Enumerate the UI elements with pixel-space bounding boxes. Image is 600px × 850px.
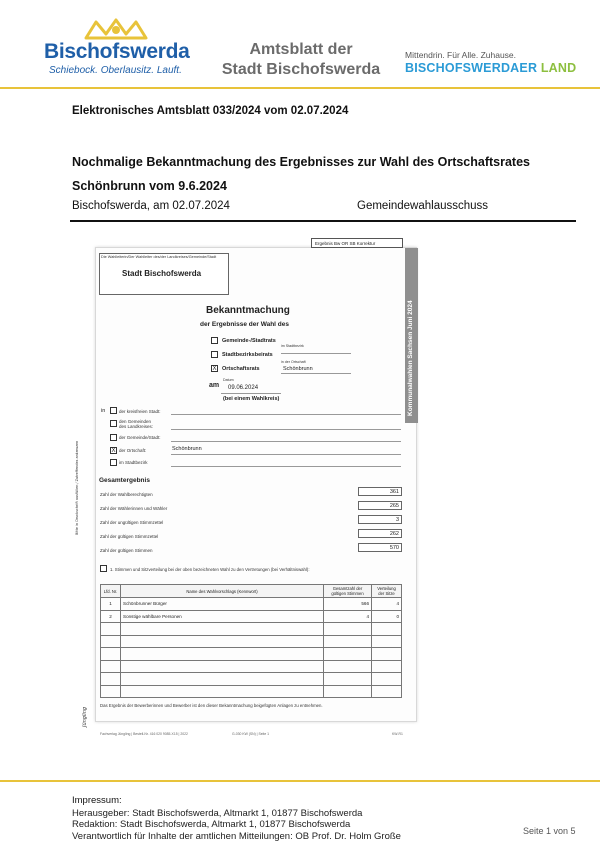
stat-value-5: 570 (358, 543, 402, 552)
place-date: Bischofswerda, am 02.07.2024 (72, 200, 230, 212)
stat-value-4: 262 (358, 529, 402, 538)
impressum (72, 795, 401, 842)
authority-label: Die Wahlleiterin/Der Wahlleiter des/der Landkreises/Gemeinde/Stadt (101, 255, 217, 259)
bischofswerdaer-land-logo (405, 50, 585, 75)
form-publisher-mark: Jüngling (82, 706, 88, 727)
r2-label-a: den Gemeinden (119, 419, 152, 424)
crown-logo-icon (82, 18, 150, 42)
impressum-title: Impressum: (72, 795, 122, 806)
table-row (101, 685, 402, 698)
impressum-line2: Redaktion: Stadt Bischofswerda, Altmarkt 1, 01877 Bischofswerda (72, 819, 351, 830)
row-nr: 2 (101, 610, 121, 623)
r2-label-b: des Landkreises: (119, 424, 154, 429)
opt3-label: Ortschaftsrats (222, 366, 260, 372)
scope-label: (bei einem Wahlkreis) (223, 396, 280, 402)
row-votes: 566 (324, 598, 372, 611)
col-votes: Gesamtzahl der gültigen Stimmen (324, 585, 372, 598)
form-side-note: Bitte in Druckschrift ausfüllen / Zutreffendes ankreuzen (75, 440, 79, 535)
form-tag: Ergebnis Bw OR SB Korrektur (311, 238, 403, 248)
land-wordmark (405, 61, 585, 75)
form-sidebar-text: Kommunalwahlen Sachsen Juni 2024 (407, 300, 414, 416)
publication-title (206, 40, 396, 80)
stat-value-3: 3 (358, 515, 402, 524)
r4-line (171, 454, 401, 455)
section1-label: 1. Stimmen und Sitzverteilung bei der oben bezeichneten Wahl zu den Vertretungen (bei Verhältniswahl): (110, 567, 310, 572)
r5-label: im Stadtbezirk (119, 460, 148, 465)
meta-divider (70, 220, 576, 222)
section1-checkbox (100, 565, 107, 572)
stat-label-2: Zahl der Wählerinnen und Wähler (100, 506, 168, 511)
page-header (0, 0, 600, 92)
document-title (72, 150, 572, 198)
row-seats: 4 (372, 598, 402, 611)
opt3-checkbox: X (212, 366, 217, 372)
table-row (101, 673, 402, 686)
table-row (101, 623, 402, 636)
opt1-label: Gemeinde-/Stadtrats (222, 338, 276, 344)
logo-name: Bischofswerda (44, 40, 190, 63)
row-name: Schönbrunner Bürger (121, 598, 324, 611)
stat-value-2: 265 (358, 501, 402, 510)
form-heading: Bekanntmachung (206, 305, 290, 316)
row-name: Sonstige wählbare Personen (121, 610, 324, 623)
r4-label: der Ortschaft: (119, 448, 147, 453)
stat-label-3: Zahl der ungültigen Stimmzettel (100, 520, 164, 525)
r5-line (171, 466, 401, 467)
opt1-note: im Stadtbezirk (281, 344, 304, 348)
r1-line (171, 414, 401, 415)
form-paper (95, 241, 417, 736)
opt3-note: in der Ortschaft (281, 360, 306, 364)
r1-label: der kreisfreien Stadt: (119, 409, 161, 414)
row-seats: 0 (372, 610, 402, 623)
opt2-label: Stadtbezirksbeirats (222, 352, 273, 358)
impressum-line3: Verantwortlich für Inhalte der amtlichen Mitteilungen: OB Prof. Dr. Holm Große (72, 830, 401, 842)
r1-checkbox (110, 407, 117, 414)
opt3-line (281, 373, 351, 374)
in-label: in (101, 408, 106, 414)
r2-checkbox (110, 420, 117, 427)
closing-note: Das Ergebnis der Bewerberinnen und Bewerber ist den dieser Bekanntmachung beigefügten Anlagen zu entnehmen. (100, 703, 323, 708)
table-row (101, 598, 402, 611)
impressum-line1: Herausgeber: Stadt Bischofswerda, Altmarkt 1, 01877 Bischofswerda (72, 807, 363, 819)
land-wordmark-a: BISCHOFSWERDAER (405, 61, 541, 75)
r3-label: der Gemeinde/Stadt: (119, 435, 161, 440)
table-row (101, 635, 402, 648)
authority-name: Stadt Bischofswerda (122, 269, 202, 278)
r5-checkbox (110, 459, 117, 466)
scanned-form (75, 235, 428, 740)
results-table (100, 584, 402, 698)
page-number: Seite 1 von 5 (523, 826, 576, 836)
col-name: Name des Wahlvorschlags (Kennwort) (121, 585, 324, 598)
bischofswerda-logo (40, 18, 190, 82)
stat-label-5: Zahl der gültigen Stimmen (100, 548, 153, 553)
r3-checkbox (110, 434, 117, 441)
form-footer-right: KW-R1 (392, 732, 403, 736)
r3-line (171, 441, 401, 442)
header-divider (0, 87, 600, 89)
footer-divider (0, 780, 600, 782)
stat-value-1: 361 (358, 487, 402, 496)
datum-label: Datum (223, 378, 234, 382)
form-sidebar (405, 248, 418, 423)
gesamt-heading: Gesamtergebnis (99, 477, 150, 484)
am-label: am (209, 382, 220, 389)
row-votes: 4 (324, 610, 372, 623)
document-title-line1: Nochmalige Bekanntmachung des Ergebnisses zur Wahl des Ortschaftsrates (72, 155, 531, 169)
table-row (101, 648, 402, 661)
committee: Gemeindewahlausschuss (357, 200, 489, 212)
opt1-line (281, 353, 351, 354)
row-nr: 1 (101, 598, 121, 611)
table-row (101, 660, 402, 673)
date-line (221, 393, 281, 394)
form-subheading: der Ergebnisse der Wahl des (200, 321, 289, 328)
stat-label-4: Zahl der gültigen Stimmzettel (100, 534, 159, 539)
election-date: 09.06.2024 (228, 385, 259, 391)
form-footer-left: Fachverlag Jüngling | Bestell-Nr. 416 020 9085-X15 | 2022 (100, 732, 188, 736)
logo-tagline: Schiebock. Oberlausitz. Lauft. (49, 65, 182, 76)
opt3-value: Schönbrunn (283, 366, 313, 372)
col-seats: Verteilung der Sitze (372, 585, 402, 598)
col-nr: Lfd. Nr. (101, 585, 121, 598)
document-title-line2: Schönbrunn vom 9.6.2024 (72, 179, 227, 193)
r4-value: Schönbrunn (172, 446, 202, 452)
opt2-checkbox (211, 351, 218, 358)
table-row (101, 610, 402, 623)
issue-line: Elektronisches Amtsblatt 033/2024 vom 02.07.2024 (72, 105, 349, 117)
r4-checkbox: X (111, 448, 116, 454)
form-footer-mid: G-030 KW (SN) | Seite 1 (232, 732, 270, 736)
r2-line (171, 429, 401, 430)
publication-title-line2: Stadt Bischofswerda (221, 61, 381, 78)
land-wordmark-b: LAND (540, 61, 577, 75)
opt1-checkbox (211, 337, 218, 344)
publication-title-line1: Amtsblatt der (249, 41, 353, 58)
land-slogan: Mittendrin. Für Alle. Zuhause. (405, 50, 517, 60)
stat-label-1: Zahl der Wahlberechtigten (100, 492, 153, 497)
results-header-row (101, 585, 402, 598)
